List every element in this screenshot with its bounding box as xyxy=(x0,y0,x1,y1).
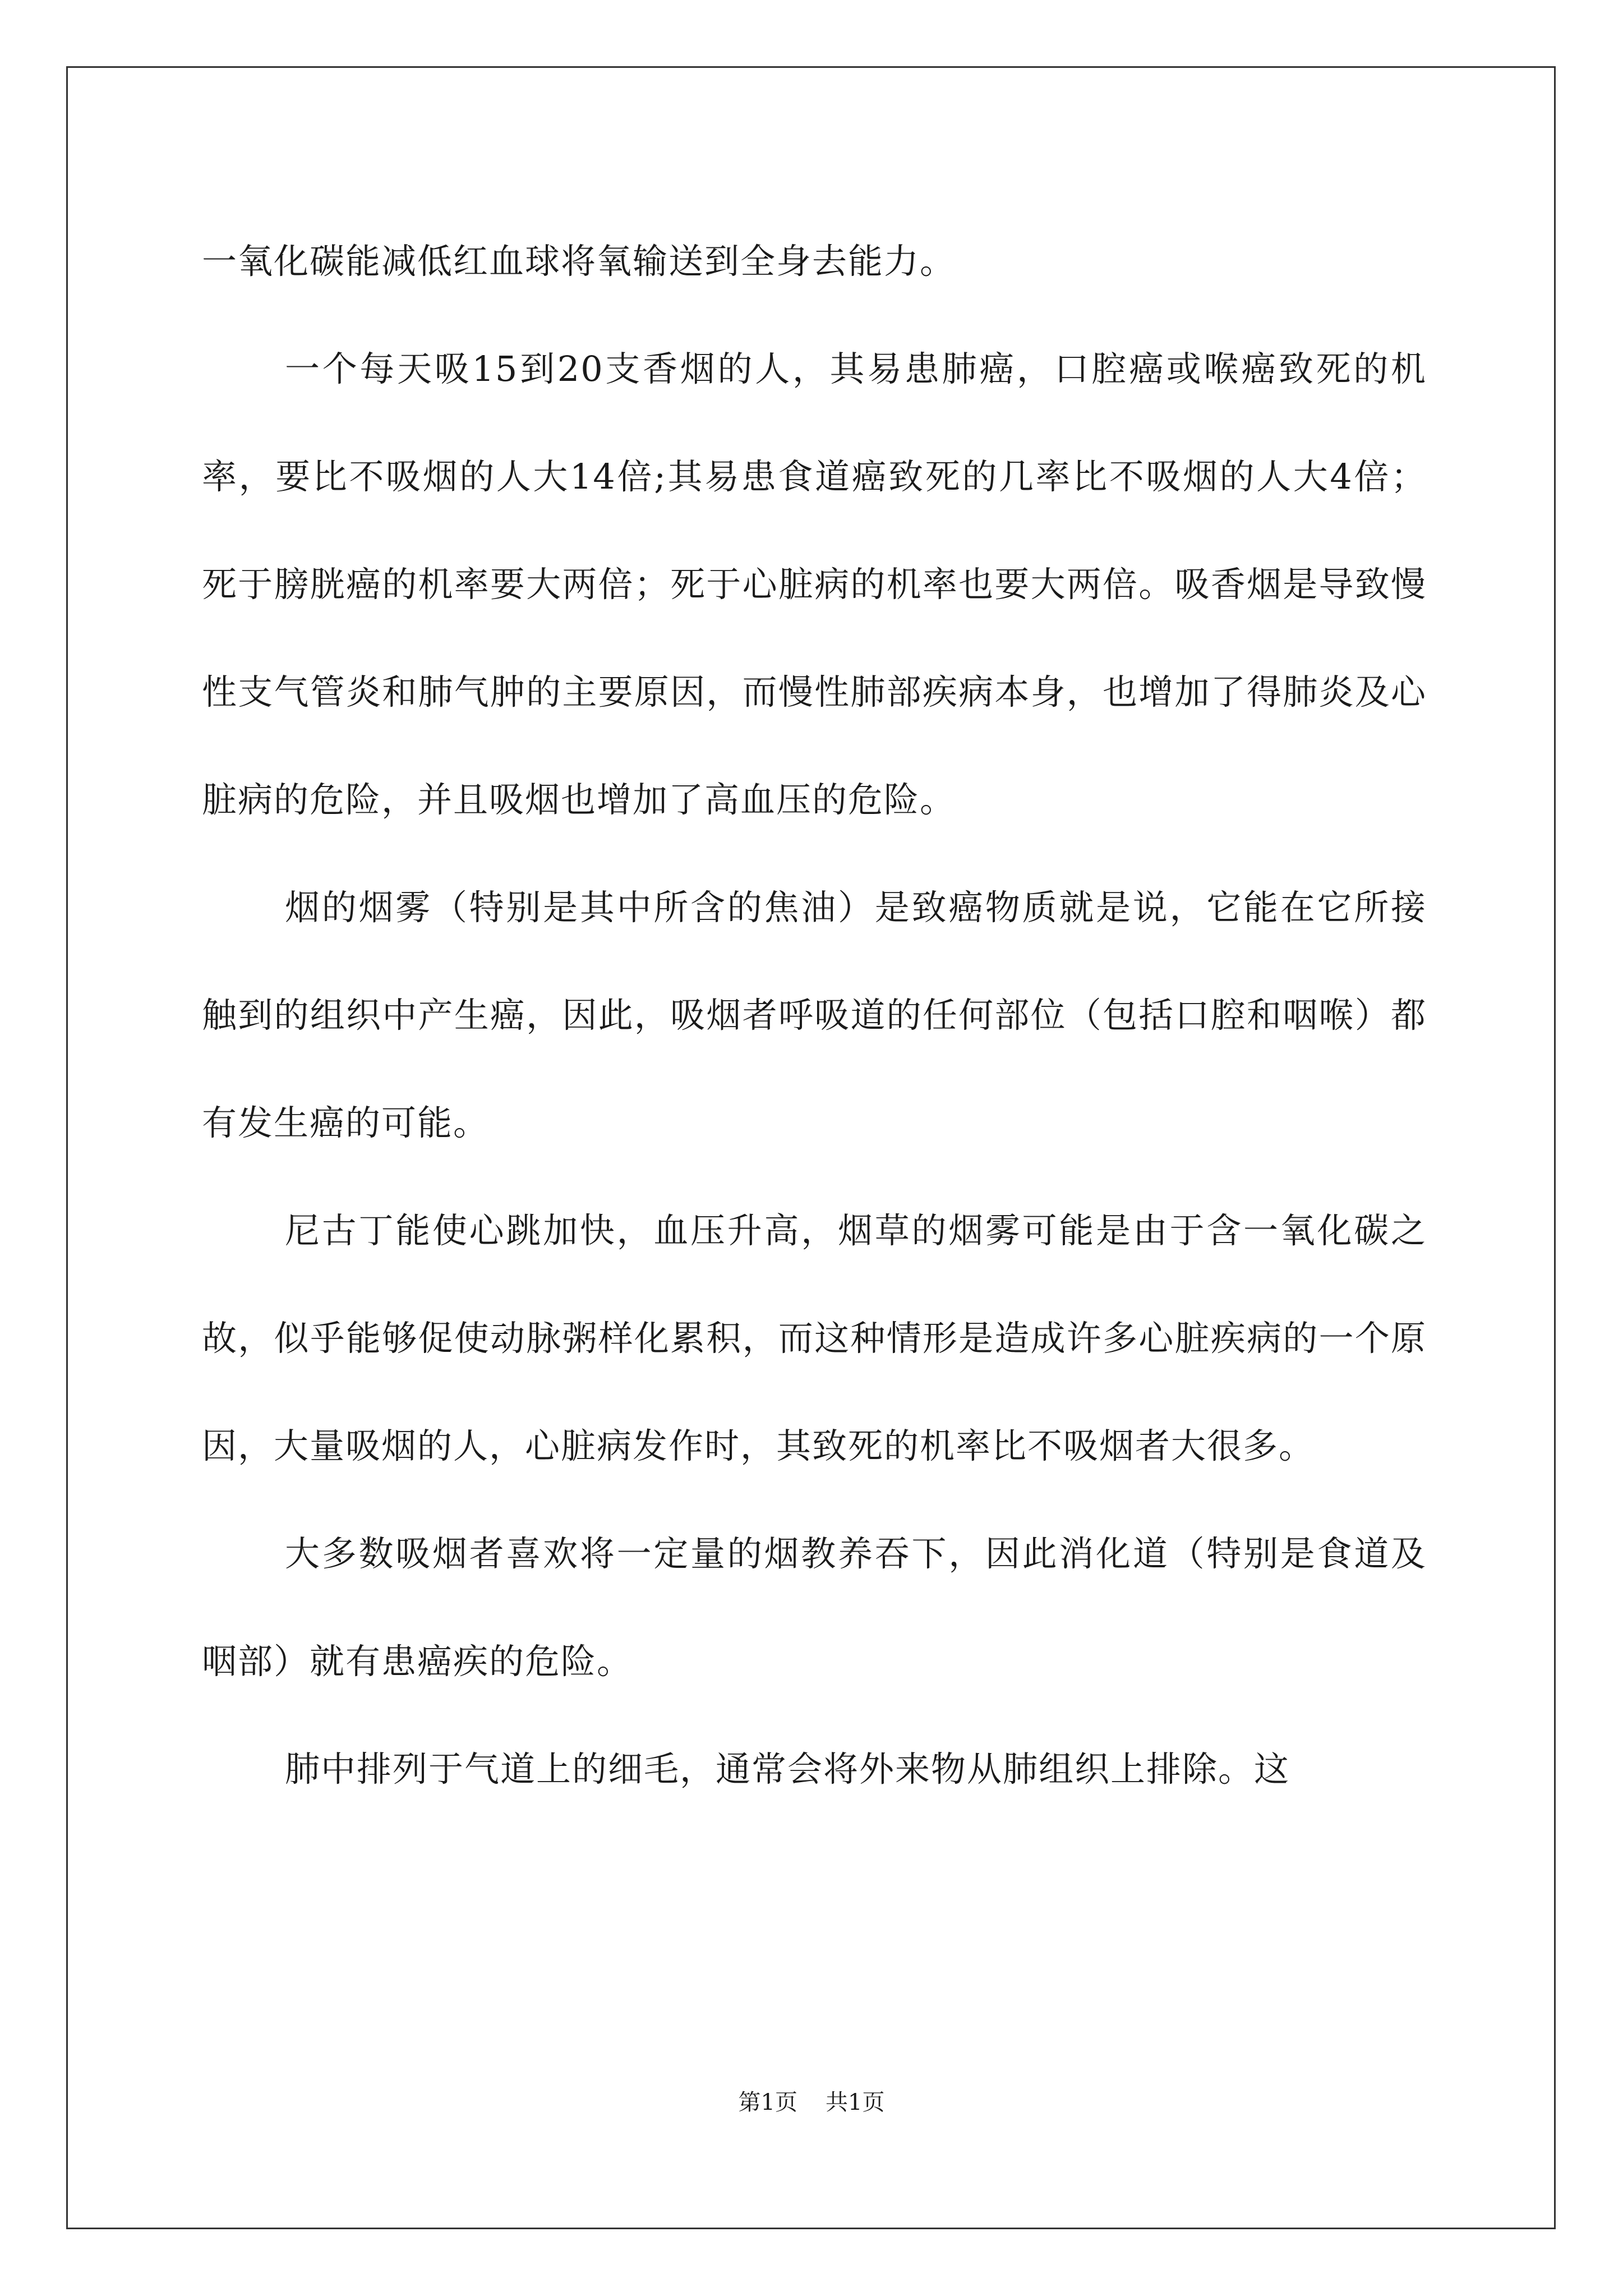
paragraph-2: 一个每天吸15到20支香烟的人，其易患肺癌，口腔癌或喉癌致死的机率，要比不吸烟的人大14倍;其易患食道癌致死的几率比不吸烟的人大4倍；死于膀胱癌的机率要大两倍；死于心脏病的机率也要大两倍。吸香烟是导致慢性支气管炎和肺气肿的主要原因，而慢性肺部疾病本身，也增加了得肺炎及心脏病的危险，并且吸烟也增加了高血压的危险。 xyxy=(202,348,1427,820)
paragraph-6: 肺中排列于气道上的细毛，通常会将外来物从肺组织上排除。这 xyxy=(285,1749,1290,1789)
paragraph-5: 大多数吸烟者喜欢将一定量的烟教养吞下，因此消化道（特别是食道及咽部）就有患癌疾的危险。 xyxy=(202,1533,1427,1682)
page-footer xyxy=(0,2086,1623,2119)
page-total: 共1页 xyxy=(826,2090,885,2115)
paragraph-3: 烟的烟雾（特别是其中所含的焦油）是致癌物质就是说，它能在它所接触到的组织中产生癌，因此，吸烟者呼吸道的任何部位（包括口腔和咽喉）都有发生癌的可能。 xyxy=(202,887,1427,1143)
paragraph-4: 尼古丁能使心跳加快，血压升高，烟草的烟雾可能是由于含一氧化碳之故，似乎能够促使动脉粥样化累积，而这种情形是造成许多心脏疾病的一个原因，大量吸烟的人，心脏病发作时，其致死的机率比不吸烟者大很多。 xyxy=(202,1210,1427,1466)
page-number: 第1页 xyxy=(738,2090,797,2115)
document-body xyxy=(202,208,1427,1823)
paragraph-1: 一氧化碳能减低红血球将氧输送到全身去能力。 xyxy=(202,241,956,282)
